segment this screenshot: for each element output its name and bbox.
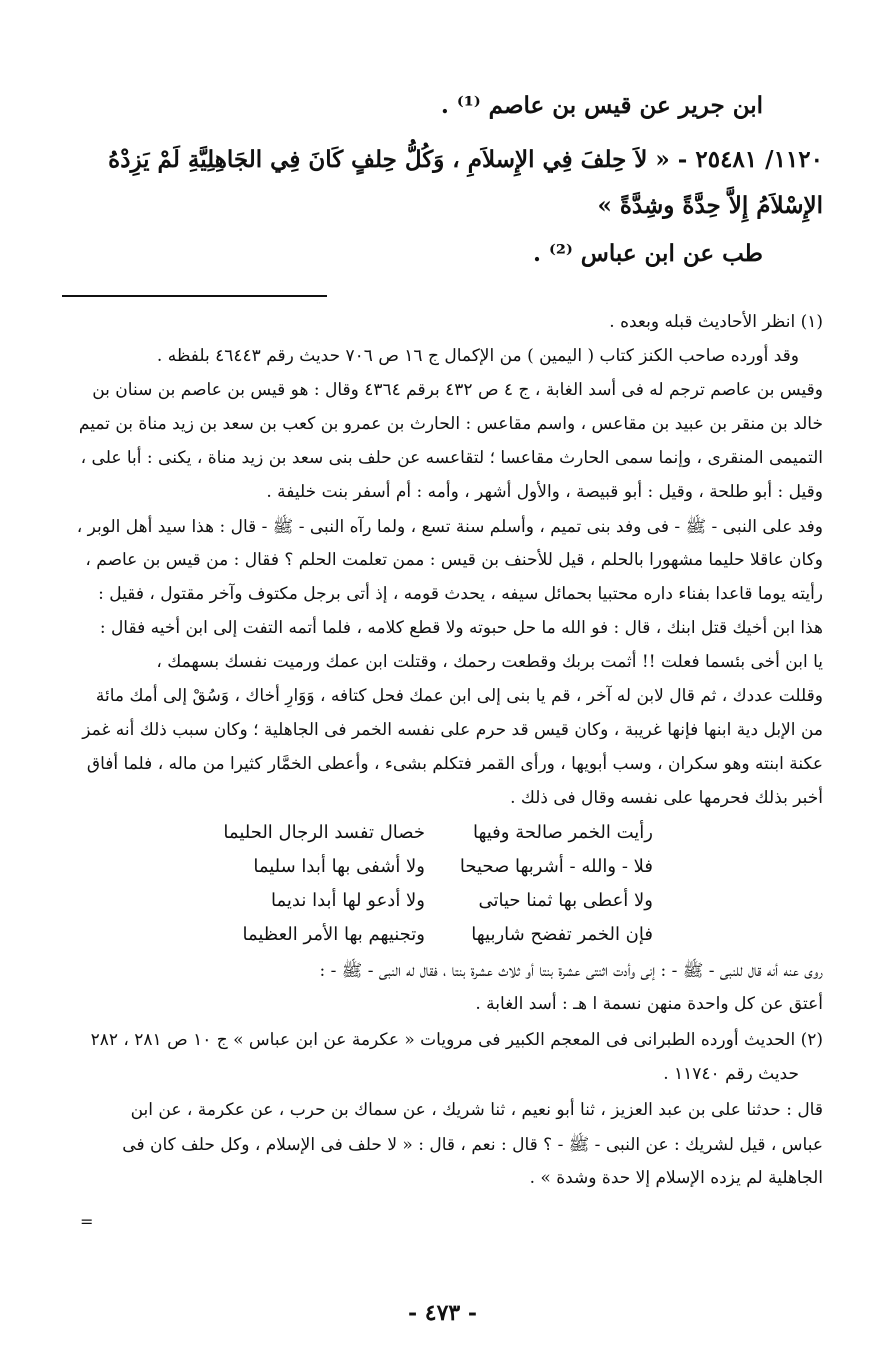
footnote-separator [62, 295, 327, 297]
footnote-line: قال : حدثنا على بن عبد العزيز ، ثنا أبو نعيم ، ثنا شريك ، عن سماك بن حرب ، عن عكرمة ، عن ابن [130, 1100, 823, 1120]
footnote-line: عباس ، قيل لشريك : عن النبى - ﷺ - ؟ قال : نعم ، قال : « لا حلف فى الإسلام ، وكل حلف كان فى [122, 1135, 823, 1155]
main-line-3: الإِسْلاَمُ إِلاَّ حِدَّةً وشِدَّةً » [597, 192, 823, 219]
footnote-line: وقللت عددك ، ثم قال لابن له آخر ، قم يا بنى إلى ابن عمك فحل كتافه ، وَوَارِ أخاك ، وَسُقْ إلى أمك مائة [95, 686, 823, 706]
footnote-line: هذا ابن أخيك قتل ابنك ، قال : فو الله ما حل حبوته ولا قطع كلامه ، فلما أتمه التفت إلى ابن أخيه فقال : [99, 618, 823, 638]
footnote-line: خالد بن منقر بن عبيد بن مقاعس ، واسم مقاعس : الحارث بن عمرو بن كعب بن سعد بن زيد مناة بن تميم [78, 414, 823, 434]
footnote-line: عكنة ابنته وهو سكران ، وسب أبويها ، ورأى القمر فتكلم بشىء ، وأعطى الخمَّار كثيرا من ماله ، فلما أفاق [86, 754, 823, 774]
main-line-2: ١١٢٠/ ٢٥٤٨١ - « لاَ حِلفَ فِي الإِسلاَمِ ، وَكُلُّ حِلفٍ كَانَ فِي الجَاهِلِيَّةِ لَمْ يَزِدْهُ [108, 146, 823, 173]
continuation-mark: = [80, 1212, 94, 1231]
footnote-line: (٢) الحديث أورده الطبرانى فى المعجم الكبير فى مرويات « عكرمة عن ابن عباس » ج ١٠ ص ٢٨١ ، ٢٨٢ [90, 1030, 823, 1050]
footnote-line: وكان عاقلا حليما مشهورا بالحلم ، قيل للأحنف بن قيس : ممن تعلمت الحلم ؟ فقال : من قيس بن عاصم ، [85, 550, 823, 570]
footnote-line: وقيس بن عاصم ترجم له فى أسد الغابة ، ج ٤ ص ٤٣٢ برقم ٤٣٦٤ وقال : هو قيس بن عاصم بن سنان بن [92, 380, 823, 400]
poem-verse-a: ولا أعطى بها ثمنا حياتى [478, 890, 653, 911]
footnote-line: أعتق عن كل واحدة منهن نسمة ا هـ : أسد الغابة . [475, 994, 823, 1014]
footnote-line: (١) انظر الأحاديث قبله وبعده . [609, 312, 823, 332]
footnote-line: أخبر بذلك فحرمها على نفسه وقال فى ذلك . [510, 788, 823, 808]
footnote-line: وقيل : أبو طلحة ، وقيل : أبو قبيصة ، والأول أشهر ، وأمه : أم أسفر بنت خليفة . [266, 482, 823, 502]
footnote-line: الجاهلية لم يزده الإسلام إلا حدة وشدة » . [529, 1168, 823, 1188]
footnote-line: حديث رقم ١١٧٤٠ . [663, 1064, 799, 1084]
footnote-line: وفد على النبى - ﷺ - فى وفد بنى تميم ، وأسلم سنة تسع ، ولما رآه النبى - ﷺ - قال : هذا سيد أهل الوبر ، [76, 517, 823, 537]
main-line-1: ابن جرير عن قيس بن عاصم ⁽¹⁾ . [440, 92, 763, 119]
poem-verse-b: خصال تفسد الرجال الحليما [223, 822, 425, 843]
poem-verse-a: فإن الخمر تفضح شاربيها [471, 924, 653, 945]
footnote-line: وقد أورده صاحب الكنز كتاب ( اليمين ) من الإكمال ج ١٦ ص ٧٠٦ حديث رقم ٤٦٤٤٣ بلفظه . [156, 346, 799, 366]
footnote-line: روى عنه أنه قال للنبى - ﷺ - : إنى وأدت اثنتى عشرة بنتا أو ثلاث عشرة بنتا ، فقال له النبى - ﷺ - : [319, 961, 823, 981]
poem-verse-b: ولا أدعو لها أبدا نديما [271, 890, 425, 911]
footnote-line: من الإبل دية ابنها فإنها غريبة ، وكان قيس قد حرم على نفسه الخمر فى الجاهلية ؛ وكان سبب ذلك أنه غمز [82, 720, 823, 740]
poem-verse-b: وتجنيهم بها الأمر العظيما [242, 924, 425, 945]
footnote-line: يا ابن أخى بئسما فعلت !! أثمت بربك وقطعت رحمك ، وقتلت ابن عمك ورميت نفسك بسهمك ، [156, 652, 823, 672]
footnote-line: رأيته يوما قاعدا بفناء داره محتبيا بحمائل سيفه ، يحدث قومه ، إذ أتى برجل مكتوف وآخر مقتول ، فقيل : [98, 584, 823, 604]
poem-verse-b: ولا أشفى بها أبدا سليما [253, 856, 425, 877]
poem-verse-a: رأيت الخمر صالحة وفيها [472, 822, 653, 843]
poem-verse-a: فلا - والله - أشربها صحيحا [459, 856, 653, 877]
page-number: - ٤٧٣ - [407, 1300, 478, 1326]
footnote-line: التميمى المنقرى ، وإنما سمى الحارث مقاعسا ؛ لتقاعسه عن حلف بنى سعد بن زيد مناة ، يكنى : أبا على ، [80, 448, 823, 468]
main-line-4: طب عن ابن عباس ⁽²⁾ . [532, 240, 763, 267]
